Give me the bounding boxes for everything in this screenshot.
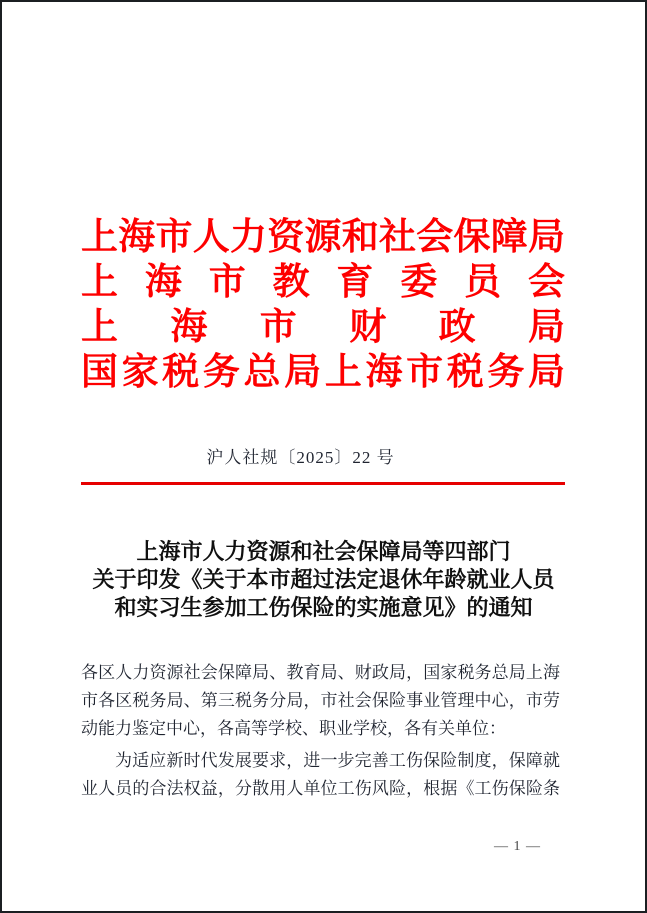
letterhead-line: 上海市财政局 [81, 307, 565, 348]
body-text-line: 业人员的合法权益，分散用人单位工伤风险，根据《工伤保险条 [81, 779, 560, 798]
notice-title-line: 和实习生参加工伤保险的实施意见》的通知 [114, 595, 533, 620]
notice-body [81, 659, 560, 803]
letterhead-line: 上海市教育委员会 [81, 262, 565, 303]
body-text-line: 各区人力资源社会保障局、教育局、财政局，国家税务总局上海 [81, 663, 560, 682]
body-text-line: 市各区税务局、第三税务分局，市社会保险事业管理中心，市劳 [81, 691, 560, 710]
letterhead-line: 上海市人力资源和社会保障局 [81, 217, 565, 258]
notice-title-line: 关于印发《关于本市超过法定退休年龄就业人员 [92, 567, 555, 592]
notice-title [2, 538, 645, 622]
body-paragraph [81, 659, 560, 743]
body-text-line: 动能力鉴定中心，各高等学校、职业学校，各有关单位： [81, 719, 506, 738]
notice-title-line: 上海市人力资源和社会保障局等四部门 [136, 539, 511, 564]
document-reference-number: 沪人社规〔2025〕22 号 [206, 448, 395, 467]
letterhead-line: 国家税务总局上海市税务局 [81, 352, 565, 393]
letterhead-agency-names [81, 215, 565, 395]
body-paragraph [81, 747, 560, 803]
page-number: — 1 — [494, 839, 541, 854]
body-text-line: 为适应新时代发展要求，进一步完善工伤保险制度，保障就 [115, 751, 560, 770]
red-divider-rule [81, 482, 565, 485]
